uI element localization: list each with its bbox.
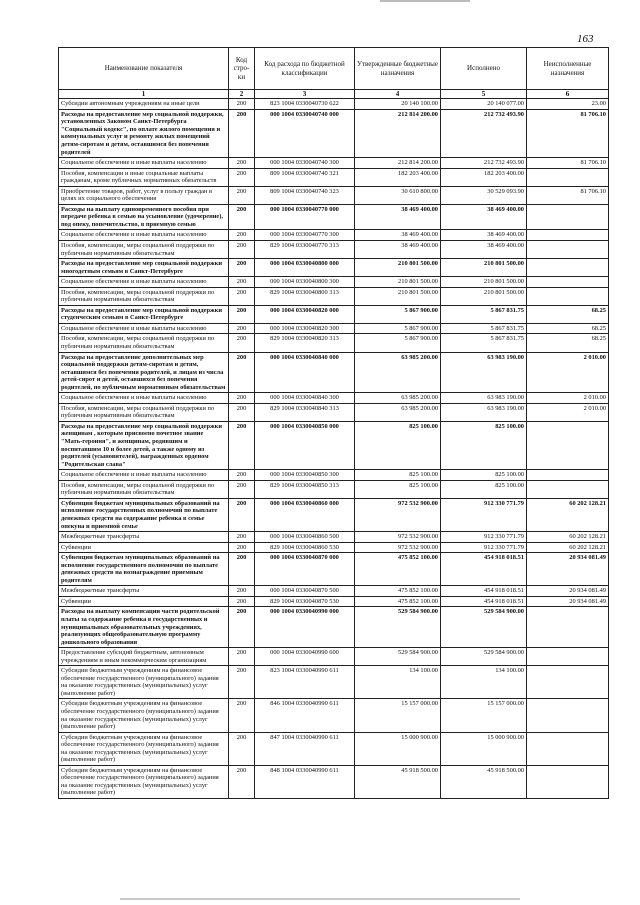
row-executed: 212 732 493.90 xyxy=(441,158,527,169)
row-approved: 475 852 100.00 xyxy=(355,553,441,586)
row-name: Расходы на выплату компенсации части родительской платы за содержание ребенка в государственных и муниципальных образовательных учреждениях, реализующих общеобразовательную программу дошкольного образования xyxy=(59,607,229,648)
row-unexecuted: 2 010.00 xyxy=(527,393,609,404)
row-line-code: 200 xyxy=(229,607,255,648)
row-unexecuted: 68.25 xyxy=(527,334,609,352)
header-row xyxy=(59,48,609,90)
row-unexecuted: 2 010.00 xyxy=(527,352,609,393)
row-line-code: 200 xyxy=(229,99,255,110)
row-executed: 63 983 190.00 xyxy=(441,393,527,404)
row-name: Социальное обеспечение и иные выплаты населению xyxy=(59,158,229,169)
row-approved: 529 584 900.00 xyxy=(355,607,441,648)
row-approved: 134 100.00 xyxy=(355,666,441,699)
row-unexecuted xyxy=(527,421,609,469)
row-executed: 45 918 500.00 xyxy=(441,765,527,798)
row-approved: 45 918 500.00 xyxy=(355,765,441,798)
table-row xyxy=(59,586,609,597)
table-row xyxy=(59,732,609,765)
row-approved: 972 532 900.00 xyxy=(355,542,441,553)
row-name: Межбюджетные трансферты xyxy=(59,586,229,597)
table-row xyxy=(59,403,609,421)
row-executed: 5 867 831.75 xyxy=(441,305,527,323)
table-row xyxy=(59,334,609,352)
row-name: Субсидии автономным учреждениям на иные цели xyxy=(59,99,229,110)
table-row xyxy=(59,323,609,334)
row-name: Субвенции xyxy=(59,542,229,553)
row-unexecuted: 20 934 081.49 xyxy=(527,553,609,586)
row-name: Пособия, компенсации, меры социальной поддержки по публичным нормативным обязательствам xyxy=(59,480,229,498)
row-name: Межбюджетные трансферты xyxy=(59,532,229,543)
table-row xyxy=(59,168,609,186)
table-row xyxy=(59,480,609,498)
row-line-code: 200 xyxy=(229,305,255,323)
table-row xyxy=(59,470,609,481)
row-executed: 20 140 077.00 xyxy=(441,99,527,110)
row-name: Субвенции бюджетам муниципальных образований на исполнение государственных полномочий по выплате денежных средств на содержание ребенка в семье опекуна и приемной семье xyxy=(59,498,229,531)
row-budget-code: 848 1004 0330040990 611 xyxy=(255,765,355,798)
row-budget-code: 000 1004 0330040860 000 xyxy=(255,498,355,531)
row-budget-code: 000 1004 0330040850 000 xyxy=(255,421,355,469)
table-row xyxy=(59,259,609,277)
row-line-code: 200 xyxy=(229,586,255,597)
table-row xyxy=(59,498,609,531)
row-approved: 30 610 800.00 xyxy=(355,186,441,204)
row-name: Расходы на предоставление мер социальной поддержки многодетным семьям в Санкт-Петербурге xyxy=(59,259,229,277)
row-name: Социальное обеспечение и иные выплаты населению xyxy=(59,393,229,404)
row-name: Субсидии бюджетным учреждениям на финансовое обеспечение государственного (муниципального) задания на оказание государственных (муниципальных) услуг (выполнение работ) xyxy=(59,699,229,732)
row-line-code: 200 xyxy=(229,470,255,481)
row-budget-code: 823 1004 0330040730 622 xyxy=(255,99,355,110)
table-row xyxy=(59,241,609,259)
row-name: Пособия, компенсации и иные социальные выплаты гражданам, кроме публичных нормативных обязательств xyxy=(59,168,229,186)
row-executed: 5 867 831.75 xyxy=(441,323,527,334)
row-executed: 5 867 831.75 xyxy=(441,334,527,352)
column-number: 4 xyxy=(355,90,441,99)
row-unexecuted xyxy=(527,230,609,241)
row-approved: 825 100.00 xyxy=(355,470,441,481)
row-name: Пособия, компенсации, меры социальной поддержки по публичным нормативным обязательствам xyxy=(59,403,229,421)
row-approved: 972 532 900.00 xyxy=(355,532,441,543)
row-name: Расходы на предоставление мер социальной поддержки женщинам , которым присвоено почетное звание "Мать-героиня", и женщинам, родившим и воспитавшим 10 и более детей, а также одному из родителей (усыновителей), награжденных орденом "Родительская слава" xyxy=(59,421,229,469)
row-name: Расходы на предоставление дополнительных мер социальной поддержки детям-сиротам и детям, оставшимся без попечения родителей, и лицам из числа детей-сирот и детей, оставшихся без попечения родителей, по публичным нормативным обязательствам xyxy=(59,352,229,393)
row-executed: 825 100.00 xyxy=(441,421,527,469)
row-executed: 63 983 190.00 xyxy=(441,403,527,421)
row-budget-code: 000 1004 0330040770 300 xyxy=(255,230,355,241)
table-row xyxy=(59,352,609,393)
table-row xyxy=(59,109,609,157)
table-row xyxy=(59,158,609,169)
row-approved: 972 532 900.00 xyxy=(355,498,441,531)
row-name: Расходы на предоставление мер социальной поддержки студенческим семьям в Санкт-Петербурге xyxy=(59,305,229,323)
row-approved: 38 469 400.00 xyxy=(355,241,441,259)
row-line-code: 200 xyxy=(229,158,255,169)
row-line-code: 200 xyxy=(229,109,255,157)
scan-artifact-bottom xyxy=(120,898,520,900)
row-budget-code: 000 1004 0330040870 500 xyxy=(255,586,355,597)
table-row xyxy=(59,542,609,553)
row-name: Предоставление субсидий бюджетным, автономным учреждениям и иным некоммерческим организациям xyxy=(59,648,229,666)
row-budget-code: 000 1004 0330040820 300 xyxy=(255,323,355,334)
row-line-code: 200 xyxy=(229,666,255,699)
row-line-code: 200 xyxy=(229,241,255,259)
row-name: Субсидии бюджетным учреждениям на финансовое обеспечение государственного (муниципального) задания на оказание государственных (муниципальных) услуг (выполнение работ) xyxy=(59,765,229,798)
row-executed: 38 469 400.00 xyxy=(441,230,527,241)
row-line-code: 200 xyxy=(229,186,255,204)
row-executed: 825 100.00 xyxy=(441,470,527,481)
row-unexecuted xyxy=(527,607,609,648)
table-row xyxy=(59,607,609,648)
row-unexecuted: 60 202 128.21 xyxy=(527,498,609,531)
row-executed: 454 918 018.51 xyxy=(441,586,527,597)
row-approved: 63 985 200.00 xyxy=(355,352,441,393)
row-approved: 529 584 900.00 xyxy=(355,648,441,666)
row-budget-code: 000 1004 0330040800 300 xyxy=(255,277,355,288)
row-executed: 912 330 771.79 xyxy=(441,542,527,553)
table-row xyxy=(59,393,609,404)
row-unexecuted xyxy=(527,470,609,481)
row-executed: 912 330 771.79 xyxy=(441,498,527,531)
row-approved: 475 852 100.00 xyxy=(355,596,441,607)
row-budget-code: 000 1004 0330040740 000 xyxy=(255,109,355,157)
column-number: 1 xyxy=(59,90,229,99)
table-row xyxy=(59,230,609,241)
row-approved: 210 801 500.00 xyxy=(355,277,441,288)
row-line-code: 200 xyxy=(229,498,255,531)
table-row xyxy=(59,277,609,288)
row-approved: 38 469 400.00 xyxy=(355,204,441,230)
table-row xyxy=(59,699,609,732)
row-line-code: 200 xyxy=(229,287,255,305)
row-name: Пособия, компенсации, меры социальной поддержки по публичным нормативным обязательствам xyxy=(59,287,229,305)
row-line-code: 200 xyxy=(229,480,255,498)
row-unexecuted: 20 934 081.49 xyxy=(527,586,609,597)
header-line-code: Код стро-ки xyxy=(229,48,255,90)
row-approved: 15 157 000.00 xyxy=(355,699,441,732)
row-approved: 212 814 200.00 xyxy=(355,158,441,169)
table-row xyxy=(59,186,609,204)
row-approved: 63 985 200.00 xyxy=(355,393,441,404)
row-approved: 825 100.00 xyxy=(355,421,441,469)
row-approved: 5 867 900.00 xyxy=(355,323,441,334)
row-budget-code: 000 1004 0330040870 000 xyxy=(255,553,355,586)
row-approved: 210 801 500.00 xyxy=(355,287,441,305)
row-unexecuted xyxy=(527,648,609,666)
row-unexecuted: 60 202 128.21 xyxy=(527,532,609,543)
row-name: Социальное обеспечение и иные выплаты населению xyxy=(59,470,229,481)
table-row xyxy=(59,305,609,323)
row-name: Расходы на предоставление мер социальной поддержки, установленных Законом Санкт-Петербурга "Социальный кодекс", по оплате жилого помещения и коммунальных услуг и ремонту жилых помещений детям-сиротам и детям, оставшимся без попечения родителей xyxy=(59,109,229,157)
column-number: 3 xyxy=(255,90,355,99)
header-approved: Утвержденные бюджетные назначения xyxy=(355,48,441,90)
table-row xyxy=(59,421,609,469)
table-row xyxy=(59,596,609,607)
row-name: Приобретение товаров, работ, услуг в пользу граждан в целях их социального обеспечения xyxy=(59,186,229,204)
column-number-row xyxy=(59,90,609,99)
row-unexecuted: 68.25 xyxy=(527,305,609,323)
row-executed: 134 100.00 xyxy=(441,666,527,699)
column-number: 6 xyxy=(527,90,609,99)
table-row xyxy=(59,666,609,699)
row-unexecuted: 81 706.10 xyxy=(527,158,609,169)
row-executed: 529 584 900.00 xyxy=(441,607,527,648)
row-executed: 15 157 000.00 xyxy=(441,699,527,732)
row-approved: 20 140 100.00 xyxy=(355,99,441,110)
row-budget-code: 000 1004 0330040990 600 xyxy=(255,648,355,666)
row-executed: 529 584 900.00 xyxy=(441,648,527,666)
row-approved: 210 801 500.00 xyxy=(355,259,441,277)
row-line-code: 200 xyxy=(229,553,255,586)
row-name: Субвенции xyxy=(59,596,229,607)
row-approved: 5 867 900.00 xyxy=(355,334,441,352)
row-unexecuted xyxy=(527,666,609,699)
row-line-code: 200 xyxy=(229,421,255,469)
row-unexecuted: 81 706.10 xyxy=(527,186,609,204)
row-approved: 182 203 400.00 xyxy=(355,168,441,186)
row-budget-code: 000 1004 0330040990 000 xyxy=(255,607,355,648)
row-name: Субсидии бюджетным учреждениям на финансовое обеспечение государственного (муниципального) задания на оказание государственных (муниципальных) услуг (выполнение работ) xyxy=(59,666,229,699)
row-budget-code: 823 1004 0330040990 611 xyxy=(255,666,355,699)
row-line-code: 200 xyxy=(229,403,255,421)
row-line-code: 200 xyxy=(229,230,255,241)
row-name: Субсидии бюджетным учреждениям на финансовое обеспечение государственного (муниципального) задания на оказание государственных (муниципальных) услуг (выполнение работ) xyxy=(59,732,229,765)
row-line-code: 200 xyxy=(229,323,255,334)
row-line-code: 200 xyxy=(229,259,255,277)
header-indicator-name: Наименование показателя xyxy=(59,48,229,90)
column-number: 5 xyxy=(441,90,527,99)
row-executed: 212 732 493.90 xyxy=(441,109,527,157)
row-line-code: 200 xyxy=(229,699,255,732)
row-unexecuted xyxy=(527,241,609,259)
table-row xyxy=(59,99,609,110)
row-budget-code: 000 1004 0330040860 500 xyxy=(255,532,355,543)
row-executed: 210 801 500.00 xyxy=(441,277,527,288)
row-budget-code: 847 1004 0330040990 611 xyxy=(255,732,355,765)
table-row xyxy=(59,287,609,305)
row-approved: 38 469 400.00 xyxy=(355,230,441,241)
row-line-code: 200 xyxy=(229,393,255,404)
table-row xyxy=(59,765,609,798)
row-name: Социальное обеспечение и иные выплаты населению xyxy=(59,230,229,241)
row-line-code: 200 xyxy=(229,648,255,666)
row-line-code: 200 xyxy=(229,168,255,186)
row-approved: 63 985 200.00 xyxy=(355,403,441,421)
row-unexecuted xyxy=(527,699,609,732)
row-unexecuted: 23.00 xyxy=(527,99,609,110)
row-budget-code: 000 1004 0330040740 300 xyxy=(255,158,355,169)
row-unexecuted: 2 010.00 xyxy=(527,403,609,421)
row-line-code: 200 xyxy=(229,765,255,798)
table-row xyxy=(59,532,609,543)
table-row xyxy=(59,553,609,586)
row-line-code: 200 xyxy=(229,732,255,765)
row-unexecuted: 68.25 xyxy=(527,323,609,334)
row-unexecuted xyxy=(527,287,609,305)
row-line-code: 200 xyxy=(229,334,255,352)
row-budget-code: 809 1004 0330040740 323 xyxy=(255,186,355,204)
row-name: Расходы на выплату единовременного пособия при передаче ребенка в семью на усыновление (удочерение), под опеку, попечительство, в приемную семью xyxy=(59,204,229,230)
row-approved: 212 814 200.00 xyxy=(355,109,441,157)
row-approved: 15 000 900.00 xyxy=(355,732,441,765)
row-budget-code: 829 1004 0330040770 313 xyxy=(255,241,355,259)
row-executed: 210 801 500.00 xyxy=(441,259,527,277)
scan-artifact-top xyxy=(380,0,470,2)
row-line-code: 200 xyxy=(229,532,255,543)
row-name: Пособия, компенсации, меры социальной поддержки по публичным нормативным обязательствам xyxy=(59,334,229,352)
row-budget-code: 000 1004 0330040840 000 xyxy=(255,352,355,393)
row-executed: 182 203 400.00 xyxy=(441,168,527,186)
row-budget-code: 000 1004 0330040840 300 xyxy=(255,393,355,404)
row-budget-code: 829 1004 0330040820 313 xyxy=(255,334,355,352)
row-unexecuted: 20 934 081.49 xyxy=(527,596,609,607)
row-name: Социальное обеспечение и иные выплаты населению xyxy=(59,277,229,288)
row-executed: 38 469 400.00 xyxy=(441,204,527,230)
row-line-code: 200 xyxy=(229,596,255,607)
row-unexecuted xyxy=(527,168,609,186)
row-executed: 825 100.00 xyxy=(441,480,527,498)
row-approved: 475 852 100.00 xyxy=(355,586,441,597)
row-budget-code: 000 1004 0330040800 000 xyxy=(255,259,355,277)
row-unexecuted xyxy=(527,259,609,277)
row-executed: 15 000 900.00 xyxy=(441,732,527,765)
row-name: Социальное обеспечение и иные выплаты населению xyxy=(59,323,229,334)
row-unexecuted xyxy=(527,480,609,498)
header-budget-code: Код расхода по бюджетной классификации xyxy=(255,48,355,90)
row-budget-code: 829 1004 0330040870 530 xyxy=(255,596,355,607)
row-unexecuted xyxy=(527,732,609,765)
report-table xyxy=(58,47,609,799)
row-approved: 825 100.00 xyxy=(355,480,441,498)
row-budget-code: 000 1004 0330040770 000 xyxy=(255,204,355,230)
row-name: Субвенции бюджетам муниципальных образований на исполнение государственного полномочия по выплате денежных средств на вознаграждение приемным родителям xyxy=(59,553,229,586)
row-budget-code: 829 1004 0330040800 313 xyxy=(255,287,355,305)
row-executed: 30 529 093.90 xyxy=(441,186,527,204)
table-row xyxy=(59,204,609,230)
row-executed: 63 983 190.00 xyxy=(441,352,527,393)
row-budget-code: 829 1004 0330040850 313 xyxy=(255,480,355,498)
row-unexecuted: 60 202 128.21 xyxy=(527,542,609,553)
row-unexecuted xyxy=(527,204,609,230)
table-row xyxy=(59,648,609,666)
row-line-code: 200 xyxy=(229,542,255,553)
row-budget-code: 846 1004 0330040990 611 xyxy=(255,699,355,732)
row-unexecuted xyxy=(527,765,609,798)
row-unexecuted: 81 706.10 xyxy=(527,109,609,157)
row-budget-code: 000 1004 0330040850 300 xyxy=(255,470,355,481)
column-number: 2 xyxy=(229,90,255,99)
row-name: Пособия, компенсации, меры социальной поддержки по публичным нормативным обязательствам xyxy=(59,241,229,259)
table-body xyxy=(59,99,609,799)
row-line-code: 200 xyxy=(229,204,255,230)
header-unexecuted: Неисполненные назначения xyxy=(527,48,609,90)
row-executed: 454 918 018.51 xyxy=(441,553,527,586)
row-executed: 210 801 500.00 xyxy=(441,287,527,305)
row-line-code: 200 xyxy=(229,277,255,288)
row-unexecuted xyxy=(527,277,609,288)
row-budget-code: 809 1004 0330040740 321 xyxy=(255,168,355,186)
row-executed: 454 918 018.51 xyxy=(441,596,527,607)
row-approved: 5 867 900.00 xyxy=(355,305,441,323)
header-executed: Исполнено xyxy=(441,48,527,90)
page-number: 163 xyxy=(577,33,594,45)
row-budget-code: 829 1004 0330040840 313 xyxy=(255,403,355,421)
row-budget-code: 829 1004 0330040860 530 xyxy=(255,542,355,553)
row-executed: 38 469 400.00 xyxy=(441,241,527,259)
row-executed: 912 330 771.79 xyxy=(441,532,527,543)
row-budget-code: 000 1004 0330040820 000 xyxy=(255,305,355,323)
row-line-code: 200 xyxy=(229,352,255,393)
